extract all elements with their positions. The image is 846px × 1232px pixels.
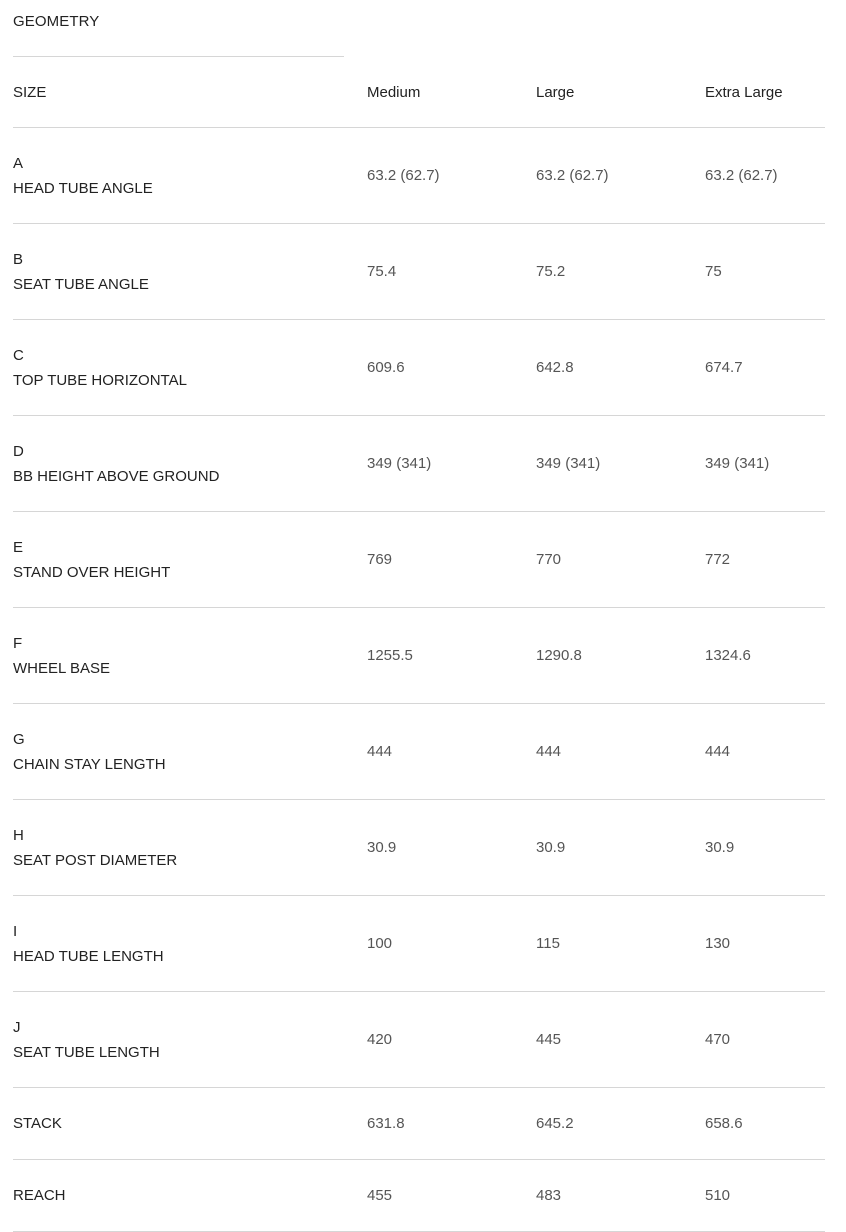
measurement-label-cell: [13, 128, 367, 224]
value-medium: 100: [367, 896, 536, 992]
value-large: 63.2 (62.7): [536, 128, 705, 224]
value-large: 349 (341): [536, 416, 705, 512]
measurement-label-cell: [13, 896, 367, 992]
value-extra-large: 63.2 (62.7): [705, 128, 825, 224]
measurement-letter: H: [13, 826, 24, 844]
value-medium: 609.6: [367, 320, 536, 416]
measurement-name: STACK: [13, 1115, 62, 1132]
table-row: [13, 896, 825, 992]
value-large: 1290.8: [536, 608, 705, 704]
value-medium: 75.4: [367, 224, 536, 320]
measurement-letter: J: [13, 1018, 21, 1036]
value-extra-large: 674.7: [705, 320, 825, 416]
size-medium-header: Medium: [367, 57, 536, 128]
value-extra-large: 130: [705, 896, 825, 992]
table-row: [13, 800, 825, 896]
value-large: 115: [536, 896, 705, 992]
value-extra-large: 30.9: [705, 800, 825, 896]
measurement-name: STAND OVER HEIGHT: [13, 563, 171, 581]
measurement-label-cell: [13, 1160, 367, 1232]
size-large-header: Large: [536, 57, 705, 128]
measurement-name: BB HEIGHT ABOVE GROUND: [13, 467, 220, 485]
size-column-header: SIZE: [13, 57, 367, 128]
value-large: 642.8: [536, 320, 705, 416]
measurement-label-cell: [13, 416, 367, 512]
measurement-label-cell: [13, 224, 367, 320]
measurement-label-cell: [13, 1088, 367, 1160]
value-medium: 455: [367, 1160, 536, 1232]
measurement-letter: G: [13, 730, 25, 748]
value-extra-large: 349 (341): [705, 416, 825, 512]
measurement-letter: D: [13, 442, 24, 460]
table-body: [13, 128, 825, 1232]
measurement-letter: E: [13, 538, 24, 556]
table-row: [13, 1088, 825, 1160]
value-medium: 1255.5: [367, 608, 536, 704]
table-row: [13, 416, 825, 512]
measurement-label-cell: [13, 320, 367, 416]
table-row: [13, 128, 825, 224]
table-row: [13, 512, 825, 608]
measurement-letter: C: [13, 346, 24, 364]
value-extra-large: 658.6: [705, 1088, 825, 1160]
table-row: [13, 992, 825, 1088]
value-large: 770: [536, 512, 705, 608]
measurement-letter: A: [13, 154, 24, 172]
measurement-letter: I: [13, 922, 18, 940]
table-row: [13, 608, 825, 704]
value-extra-large: 772: [705, 512, 825, 608]
measurement-name: REACH: [13, 1187, 66, 1204]
measurement-label-cell: [13, 800, 367, 896]
table-row: [13, 224, 825, 320]
measurement-name: SEAT TUBE ANGLE: [13, 275, 149, 293]
value-extra-large: 470: [705, 992, 825, 1088]
value-medium: 63.2 (62.7): [367, 128, 536, 224]
value-medium: 349 (341): [367, 416, 536, 512]
measurement-label-cell: [13, 992, 367, 1088]
value-medium: 420: [367, 992, 536, 1088]
geometry-table: [13, 57, 825, 1232]
value-large: 483: [536, 1160, 705, 1232]
measurement-letter: F: [13, 634, 23, 652]
page-title: GEOMETRY: [13, 13, 100, 30]
table-row: [13, 704, 825, 800]
measurement-label-cell: [13, 704, 367, 800]
measurement-name: CHAIN STAY LENGTH: [13, 755, 166, 773]
value-extra-large: 75: [705, 224, 825, 320]
value-extra-large: 1324.6: [705, 608, 825, 704]
measurement-name: HEAD TUBE ANGLE: [13, 179, 153, 197]
value-extra-large: 444: [705, 704, 825, 800]
value-medium: 444: [367, 704, 536, 800]
value-medium: 30.9: [367, 800, 536, 896]
measurement-name: WHEEL BASE: [13, 659, 110, 677]
measurement-name: SEAT POST DIAMETER: [13, 851, 178, 869]
table-header-row: [13, 57, 825, 128]
value-medium: 769: [367, 512, 536, 608]
value-large: 30.9: [536, 800, 705, 896]
measurement-label-cell: [13, 608, 367, 704]
table-row: [13, 1160, 825, 1232]
measurement-name: TOP TUBE HORIZONTAL: [13, 371, 187, 389]
measurement-letter: B: [13, 250, 24, 268]
size-extra-large-header: Extra Large: [705, 57, 825, 128]
value-large: 444: [536, 704, 705, 800]
measurement-label-cell: [13, 512, 367, 608]
measurement-name: HEAD TUBE LENGTH: [13, 947, 164, 965]
value-extra-large: 510: [705, 1160, 825, 1232]
value-medium: 631.8: [367, 1088, 536, 1160]
measurement-name: SEAT TUBE LENGTH: [13, 1043, 160, 1061]
value-large: 445: [536, 992, 705, 1088]
table-row: [13, 320, 825, 416]
value-large: 645.2: [536, 1088, 705, 1160]
value-large: 75.2: [536, 224, 705, 320]
